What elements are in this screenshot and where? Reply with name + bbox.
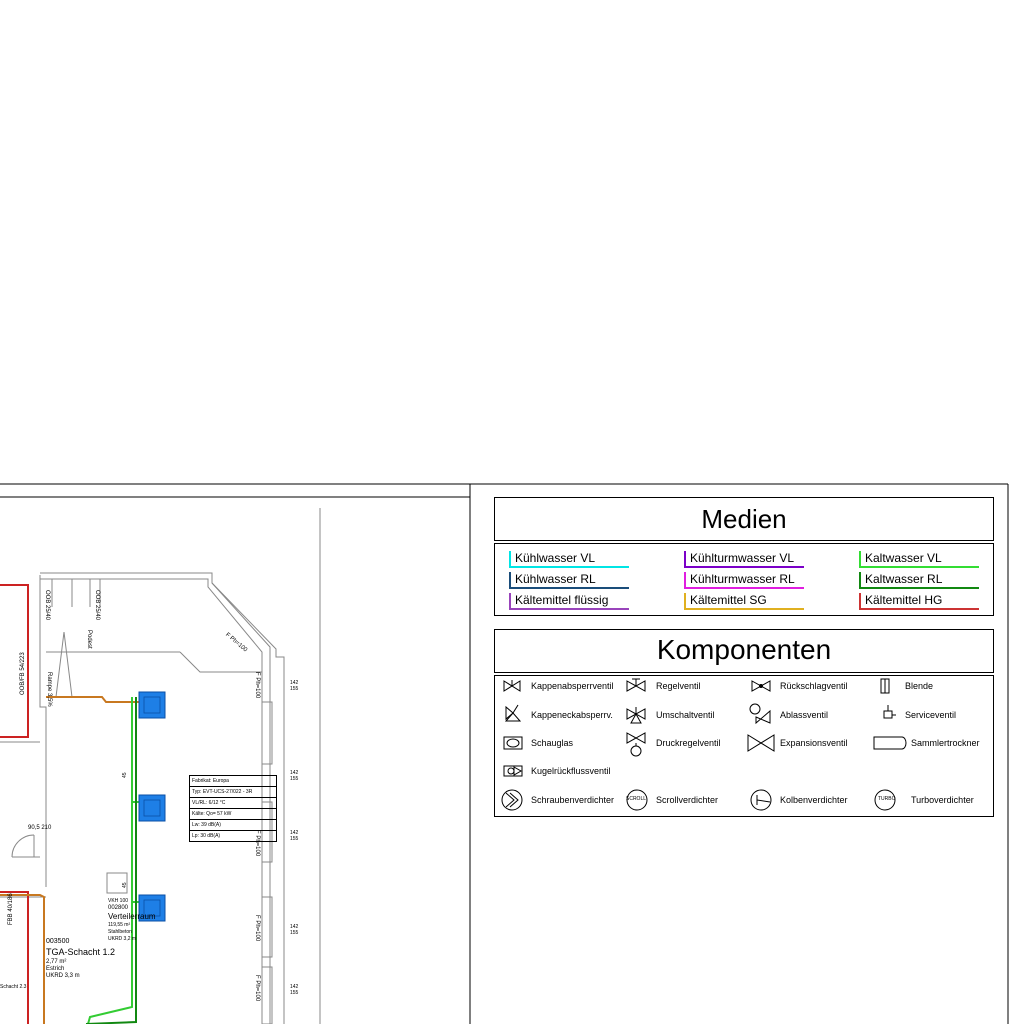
comp-scrollverdichter: Scrollverdichter (656, 795, 719, 805)
height-label-1: 142 155 (290, 680, 299, 692)
blende-icon (881, 679, 889, 693)
kappeneckabsperrv-icon (506, 705, 520, 721)
info-row: Lp: 30 dB(A) (192, 833, 221, 839)
kolbenverdichter-icon (751, 790, 771, 810)
wall-label-1: 45 (122, 772, 128, 778)
umschaltventil-icon (627, 707, 645, 723)
height-label-3: 142 155 (290, 830, 299, 842)
room2-number: 002800 (108, 905, 129, 911)
room2-small4: UKRD 3,2 m (108, 936, 137, 942)
comp-serviceventil: Serviceventil (905, 710, 957, 720)
floor-plan (0, 497, 470, 1024)
comp-schraubenverdichter: Schraubenverdichter (531, 795, 615, 805)
height-label-2: 142 155 (290, 770, 299, 782)
schraubenverdichter-icon (502, 790, 522, 810)
room2-name: Verteilerraum (108, 912, 156, 921)
info-row: Kälte: Qo= 57 kW (190, 809, 276, 820)
comp-kugelrueckflussventil: Kugelrückflussventil (531, 766, 611, 776)
rueckschlagventil-icon (752, 681, 770, 691)
regelventil-icon (627, 679, 645, 691)
comp-schauglas: Schauglas (531, 738, 574, 748)
comp-druckregelventil: Druckregelventil (656, 738, 721, 748)
scroll-symbol-text: SCROLL (626, 796, 647, 802)
door-label: 90,5 210 (28, 825, 52, 831)
expansionsventil-icon (748, 735, 774, 751)
komponenten-title-box (494, 629, 994, 673)
room2-small2: 119,55 m² (108, 922, 131, 928)
kappenabsperrventil-icon (504, 680, 520, 691)
comp-umschaltventil: Umschaltventil (656, 710, 715, 720)
info-row: Typ: EVT-UCS-27/022 - 3R (190, 787, 276, 798)
comp-ablassventil: Ablassventil (780, 710, 829, 720)
medium-kuehlwasser-vl: Kühlwasser VL (509, 551, 629, 568)
fph-label-3: F Ph=100 (254, 830, 260, 857)
left-label-1: OOB/FB 54/223 (20, 652, 26, 695)
left-label-2: FBB 40/186 (8, 893, 14, 925)
room2-small1: VKH 100 (108, 898, 129, 904)
medium-kuehlwasser-rl: Kühlwasser RL (509, 572, 629, 589)
dim-label-2: OOB 25/40 (94, 590, 100, 621)
fph-label-5: F Ph=100 (254, 975, 260, 1002)
schauglas-icon (504, 737, 522, 749)
podest-label: Podest (86, 630, 92, 649)
komponenten-title: Komponenten (656, 634, 832, 665)
medium-kuehlturmwasser-vl: Kühlturmwasser VL (684, 551, 804, 568)
medium-kaltwasser-rl: Kaltwasser RL (859, 572, 979, 589)
device-info-table (189, 775, 277, 842)
wall-label-2: 45 (122, 882, 128, 888)
comp-rueckschlagventil: Rückschlagventil (780, 681, 848, 691)
comp-kappeneckabsperrv: Kappeneckabsperrv. (531, 710, 613, 720)
medien-title: Medien (701, 504, 787, 534)
comp-kappenabsperrventil: Kappenabsperrventil (531, 681, 614, 691)
ablassventil-icon (750, 704, 770, 723)
info-row: Fabrikat: Europa (190, 776, 276, 787)
room-floor: Estrich (46, 966, 65, 972)
fph-label-4: F Ph=100 (254, 915, 260, 942)
sammlertrockner-icon (874, 737, 906, 749)
medium-kaeltemittel-sg: Kältemittel SG (684, 593, 804, 610)
height-label-4: 142 155 (290, 924, 299, 936)
left-label-3: Schacht 2.3 (0, 984, 27, 990)
room-area: 2,77 m² (46, 959, 67, 965)
comp-expansionsventil: Expansionsventil (780, 738, 848, 748)
druckregelventil-icon (627, 733, 645, 756)
dim-label-1: OOB 25/40 (44, 590, 50, 621)
comp-sammlertrockner: Sammlertrockner (911, 738, 980, 748)
info-row: VL/RL: 6/12 °C (190, 798, 276, 809)
room-height: UKRD 3,3 m (46, 973, 80, 979)
comp-regelventil: Regelventil (656, 681, 701, 691)
info-row: Lw: 39 dB(A) (190, 820, 276, 831)
medium-kaeltemittel-fluessig: Kältemittel flüssig (509, 593, 629, 610)
kugelrueckflussventil-icon (504, 766, 522, 776)
room-name: TGA-Schacht 1.2 (46, 947, 116, 957)
medien-title-box (494, 497, 994, 541)
medium-kaltwasser-vl: Kaltwasser VL (859, 551, 979, 568)
medium-kaeltemittel-hg: Kältemittel HG (859, 593, 979, 610)
room-number: 003500 (46, 938, 70, 945)
comp-blende: Blende (905, 681, 934, 691)
turbo-symbol-text: TURBO (878, 796, 896, 802)
medium-kuehlturmwasser-rl: Kühlturmwasser RL (684, 572, 804, 589)
rampe-label: Rampe 3,5% (46, 672, 52, 707)
fph-label-1: F Ph=100 (224, 632, 249, 654)
height-label-5: 142 155 (290, 984, 299, 996)
fph-label-2: F Ph=100 (254, 672, 260, 699)
comp-kolbenverdichter: Kolbenverdichter (780, 795, 848, 805)
comp-turboverdichter: Turboverdichter (911, 795, 974, 805)
serviceventil-icon (884, 705, 896, 718)
room2-small3: Stahlbeton (108, 929, 132, 935)
